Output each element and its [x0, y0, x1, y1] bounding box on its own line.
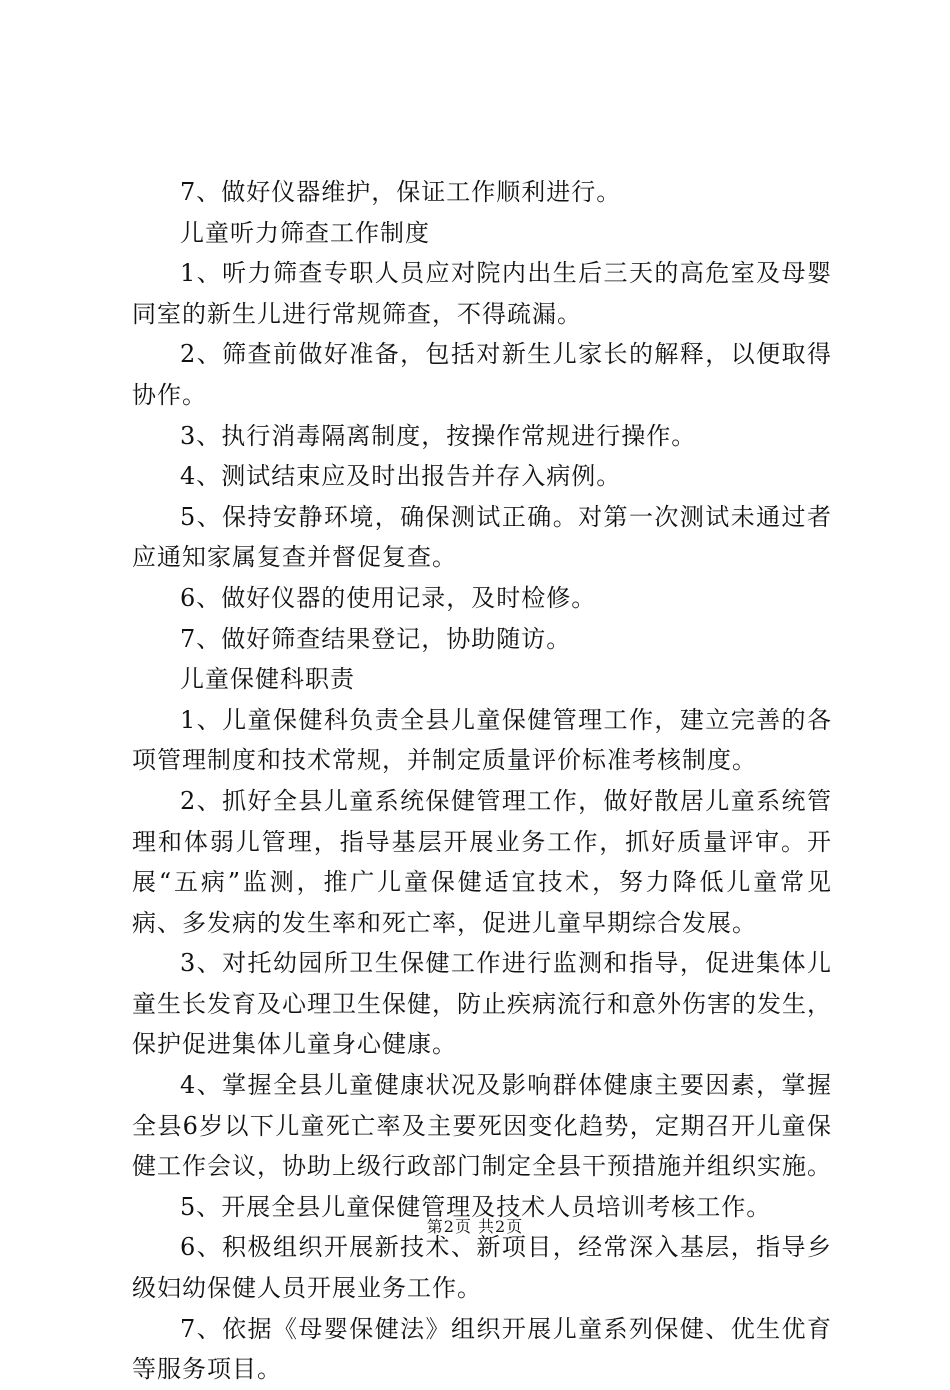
paragraph-child-health-4: 4、掌握全县儿童健康状况及影响群体健康主要因素，掌握全县6岁以下儿童死亡率及主要死因变化趋势，定期召开儿童保健工作会议，协助上级行政部门制定全县干预措施并组织实施。 [132, 1071, 832, 1181]
paragraph-child-health-6: 6、积极组织开展新技术、新项目，经常深入基层，指导乡级妇幼保健人员开展业务工作。 [132, 1233, 832, 1303]
paragraph-hearing-2: 2、筛查前做好准备，包括对新生儿家长的解释，以便取得协作。 [132, 340, 832, 409]
paragraph-hearing-4: 4、测试结束应及时出报告并存入病例。 [180, 462, 622, 491]
paragraph-maintenance-7: 7、做好仪器维护，保证工作顺利进行。 [180, 178, 622, 206]
page-number-label: 第2页 共2页 [426, 1217, 524, 1236]
section-heading-hearing-screening: 儿童听力筛查工作制度 [180, 218, 430, 247]
document-body [132, 172, 832, 1390]
paragraph-child-health-3: 3、对托幼园所卫生保健工作进行监测和指导，促进集体儿童生长发育及心理卫生保健，防止疾病流行和意外伤害的发生，保护促进集体儿童身心健康。 [132, 949, 832, 1059]
page-footer [0, 1216, 950, 1238]
paragraph-child-health-1: 1、儿童保健科负责全县儿童保健管理工作，建立完善的各项管理制度和技术常规，并制定质量评价标准考核制度。 [132, 705, 832, 775]
paragraph-child-health-7: 7、依据《母婴保健法》组织开展儿童系列保健、优生优育等服务项目。 [132, 1314, 832, 1384]
section-heading-child-health: 儿童保健科职责 [180, 665, 355, 694]
paragraph-child-health-5: 5、开展全县儿童保健管理及技术人员培训考核工作。 [180, 1192, 772, 1221]
paragraph-hearing-6: 6、做好仪器的使用记录，及时检修。 [180, 583, 597, 612]
paragraph-child-health-2: 2、抓好全县儿童系统保健管理工作，做好散居儿童系统管理和体弱儿管理，指导基层开展业务工作，抓好质量评审。开展“五病”监测，推广儿童保健适宜技术，努力降低儿童常见病、多发病的发生率和死亡率，促进儿童早期综合发展。 [132, 786, 832, 937]
paragraph-hearing-3: 3、执行消毒隔离制度，按操作常规进行操作。 [180, 421, 697, 450]
paragraph-hearing-1: 1、听力筛查专职人员应对院内出生后三天的高危室及母婴同室的新生儿进行常规筛查，不得疏漏。 [132, 259, 832, 328]
paragraph-hearing-5: 5、保持安静环境，确保测试正确。对第一次测试未通过者应通知家属复查并督促复查。 [132, 502, 832, 572]
paragraph-hearing-7: 7、做好筛查结果登记，协助随访。 [180, 624, 572, 653]
